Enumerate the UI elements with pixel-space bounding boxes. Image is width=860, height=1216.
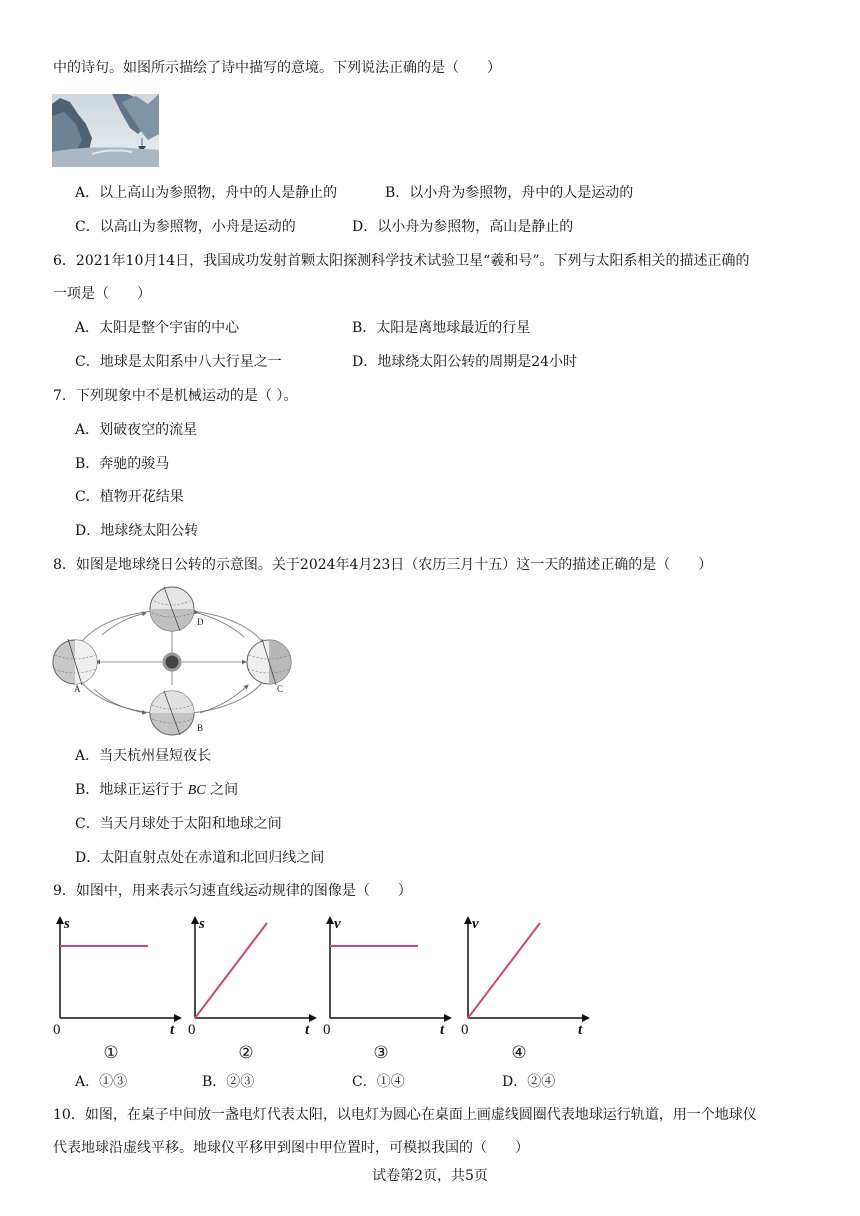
graph-2-line [195, 923, 267, 1018]
graph-4-origin-label: 0 [461, 1022, 469, 1038]
graph-4-caption: ④ [511, 1043, 527, 1062]
graph-1-x-label: t [170, 1022, 175, 1038]
q10-stem-line2: 代表地球沿虚线平移。地球仪平移甲到图中甲位置时，可模拟我国的（ ） [53, 1140, 529, 1156]
earth-orbit-diagram [50, 585, 298, 740]
earth-c-icon [247, 639, 291, 685]
q5-option-c[interactable]: C．以高山为参照物，小舟是运动的 [75, 219, 296, 235]
q6-stem-line2: 一项是（ ） [53, 286, 151, 302]
q8-stem: 8．如图是地球绕日公转的示意图。关于2024年4月23日（农历三月十五）这一天的描述正确的是（ ） [53, 557, 713, 573]
graph-2-caption: ② [238, 1043, 254, 1062]
q9-option-a[interactable]: A．①③ [75, 1074, 128, 1090]
graph-3-y-label: v [334, 916, 341, 932]
label-d: D [197, 617, 204, 627]
graph-4-line [468, 923, 540, 1018]
q7-option-c[interactable]: C．植物开花结果 [75, 489, 184, 505]
graph-2-origin-label: 0 [188, 1022, 196, 1038]
q6-stem-line1: 6．2021年10月14日，我国成功发射首颗太阳探测科学技术试验卫星“羲和号”。下列与太阳系相关的描述正确的 [53, 253, 750, 269]
q8-option-b[interactable] [75, 780, 238, 801]
q7-option-b[interactable]: B．奔驰的骏马 [75, 456, 170, 472]
graph-2-y-arrow [191, 916, 199, 924]
graph-4-y-arrow [464, 916, 472, 924]
earth-d-icon [150, 587, 194, 631]
graph-1-origin-label: 0 [53, 1022, 61, 1038]
graph-1-x-arrow [174, 1014, 182, 1022]
graph-3-caption: ③ [373, 1043, 389, 1062]
q8-option-c[interactable]: C．当天月球处于太阳和地球之间 [75, 816, 282, 832]
graph-3-y-arrow [326, 916, 334, 924]
q5-option-d[interactable]: D．以小舟为参照物，高山是静止的 [352, 219, 574, 235]
q8-option-d[interactable]: D．太阳直射点处在赤道和北回归线之间 [75, 850, 325, 866]
graph-1-caption: ① [103, 1043, 119, 1062]
graph-4-x-arrow [582, 1014, 590, 1022]
motion-graphs [40, 908, 600, 1068]
q7-stem: 7．下列现象中不是机械运动的是（ ）。 [53, 388, 298, 404]
q7-option-d[interactable]: D．地球绕太阳公转 [75, 523, 199, 539]
q5-option-b[interactable]: B．以小舟为参照物，舟中的人是运动的 [385, 185, 634, 201]
graph-1-y-arrow [56, 916, 64, 924]
landscape-painting [52, 94, 159, 167]
graph-4-y-label: v [472, 916, 479, 932]
q8-option-a[interactable]: A．当天杭州昼短夜长 [75, 748, 212, 764]
graph-3-origin-label: 0 [323, 1022, 331, 1038]
page-footer: 试卷第2页，共5页 [372, 1168, 488, 1184]
graph-3-x-arrow [444, 1014, 452, 1022]
graph-3-x-label: t [440, 1022, 445, 1038]
q6-option-a[interactable]: A．太阳是整个宇宙的中心 [75, 320, 240, 336]
graph-2-x-label: t [305, 1022, 310, 1038]
earth-a-icon [53, 639, 97, 685]
graph-4-x-label: t [578, 1022, 583, 1038]
q5-option-a[interactable]: A．以上高山为参照物，舟中的人是静止的 [75, 185, 338, 201]
q9-option-c[interactable]: C．①④ [352, 1074, 405, 1090]
q6-option-b[interactable]: B．太阳是离地球最近的行星 [352, 320, 531, 336]
graph-2-x-arrow [309, 1014, 317, 1022]
q8-option-b-suffix: 之间 [205, 782, 239, 798]
q10-stem-line1: 10．如图，在桌子中间放一盏电灯代表太阳，以电灯为圆心在桌面上画虚线圆圈代表地球运行轨道，用一个地球仪 [53, 1107, 757, 1123]
earth-b-icon [150, 691, 194, 735]
label-c: C [277, 684, 284, 694]
label-b: B [197, 723, 204, 733]
q9-option-d[interactable]: D．②④ [502, 1074, 556, 1090]
q7-option-a[interactable]: A．划破夜空的流星 [75, 422, 198, 438]
q9-stem: 9．如图中，用来表示匀速直线运动规律的图像是（ ） [53, 883, 412, 899]
q6-option-d[interactable]: D．地球绕太阳公转的周期是24小时 [352, 354, 578, 370]
q6-option-c[interactable]: C．地球是太阳系中八大行星之一 [75, 354, 282, 370]
q8-option-b-prefix: B．地球正运行于 [75, 782, 188, 798]
q9-option-b[interactable]: B．②③ [202, 1074, 255, 1090]
label-a: A [74, 684, 81, 694]
question-intro-text: 中的诗句。如图所示描绘了诗中描写的意境。下列说法正确的是（ ） [53, 60, 501, 76]
graph-2-y-label: s [199, 916, 205, 932]
q8-option-b-var: BC [187, 783, 206, 798]
graph-1-y-label: s [64, 916, 70, 932]
